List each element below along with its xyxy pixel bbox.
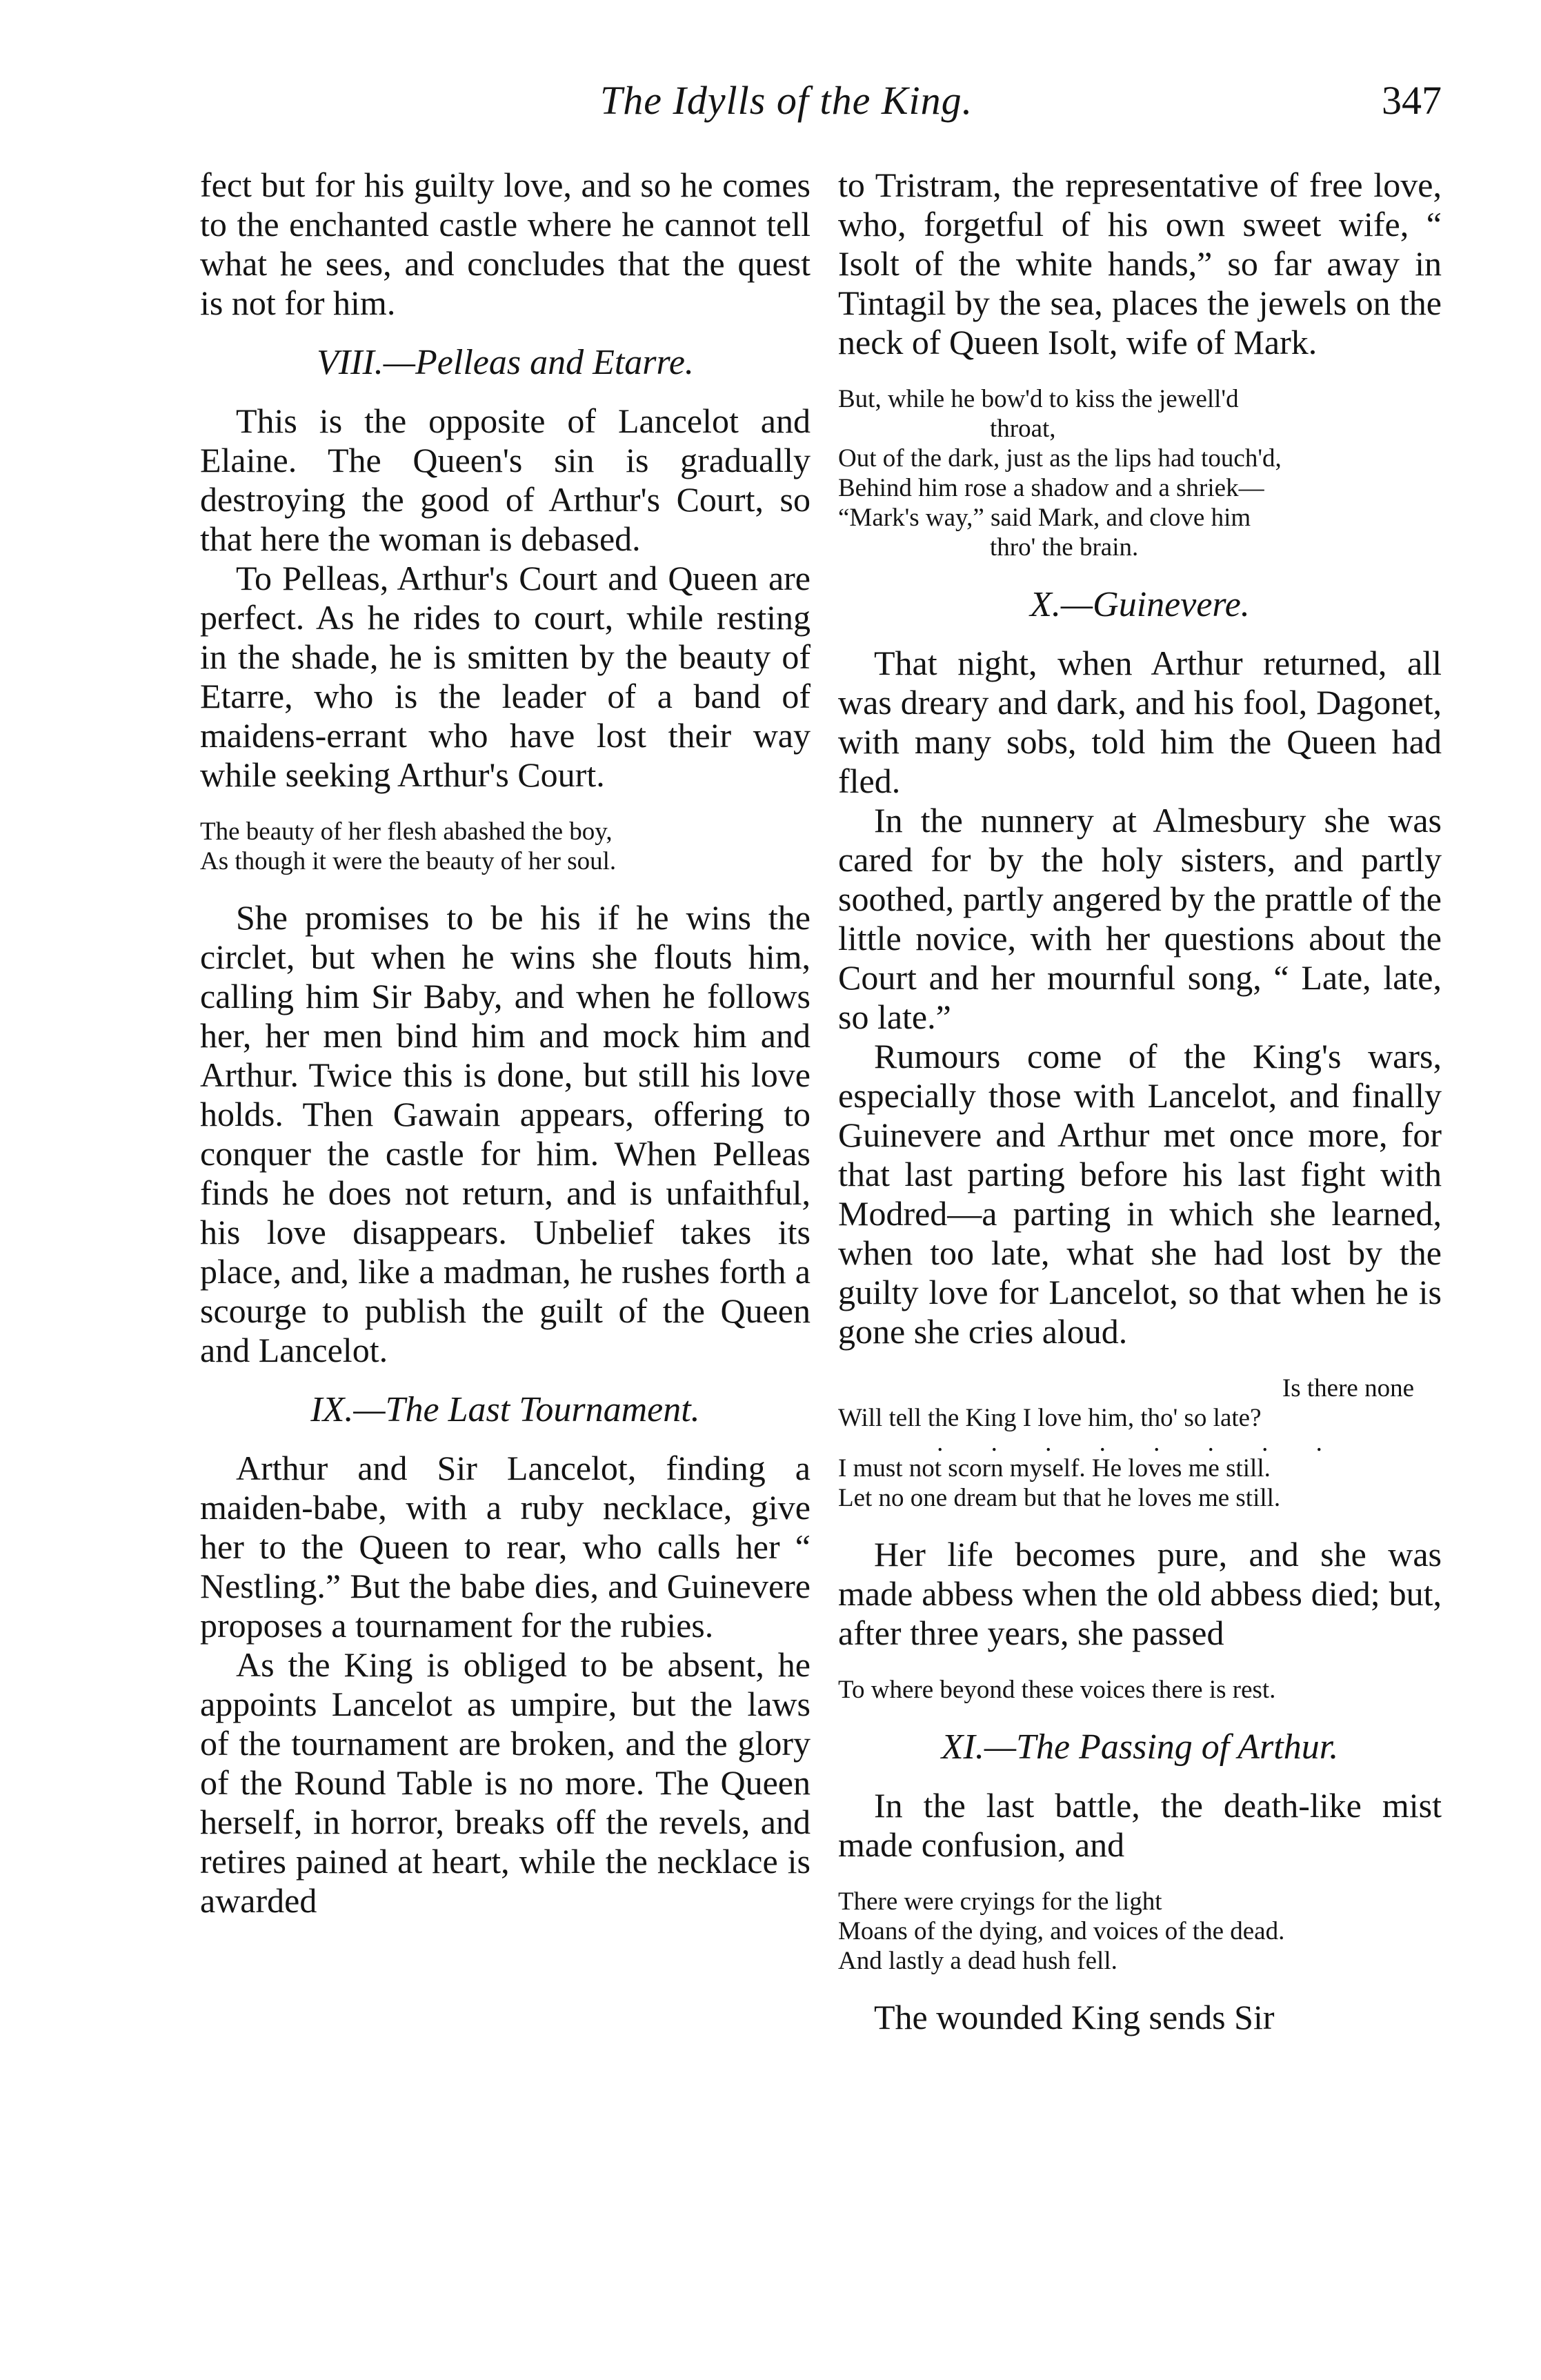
verse-line: Moans of the dying, and voices of the dead. [838,1917,1285,1945]
paragraph: This is the opposite of Lancelot and Elaine. The Queen's sin is gradually destroying the good of Arthur's Court, so that here the woman is debased. [200,401,811,558]
verse-line: Let no one dream but that he loves me still. [838,1484,1281,1512]
verse-quote [838,1675,1442,1705]
verse-line: There were cryings for the light [838,1887,1162,1916]
verse-quote [838,1887,1442,1976]
right-column [838,166,1442,2037]
verse-line: As though it were the beauty of her soul. [200,847,617,875]
paragraph: She promises to be his if he wins the circlet, but when he wins she flouts him, calling him Sir Baby, and when he follows her, her men bind him and mock him and Arthur. Twice this is done, but still his love holds. Then Gawain appears, offering to conquer the castle for him. When Pelleas finds he does not return, and is unfaithful, his love disappears. Unbelief takes its place, and, like a madman, he rushes forth a scourge to publish the guilt of the Queen and Lancelot. [200,898,811,1369]
verse-quote [838,1374,1442,1513]
section-heading-xi: XI.—The Passing of Arthur. [941,1727,1339,1767]
verse-quote [838,384,1442,562]
paragraph: As the King is obliged to be absent, he appoints Lancelot as umpire, but the laws of the tournament are broken, and the glory of the Round Table is no more. The Queen herself, in horror, breaks off the revels, and retires pained at heart, while the necklace is awarded [200,1645,811,1920]
verse-line: Will tell the King I love him, tho' so late? [838,1404,1262,1432]
verse-line: But, while he bow'd to kiss the jewell'd [838,385,1239,413]
verse-quote [200,817,811,876]
section-heading-x: X.—Guinevere. [1030,585,1250,624]
verse-line: throat, [990,415,1056,443]
section-heading-viii: VIII.—Pelleas and Etarre. [317,343,694,382]
paragraph: The wounded King sends Sir [874,1998,1275,2036]
verse-line: And lastly a dead hush fell. [838,1947,1117,1975]
paragraph: In the nunnery at Almesbury she was cared for by the holy sisters, and partly soothed, partly angered by the prattle of the little novice, with her questions about the Court and her mournful song, “ Late, late, so late.” [838,801,1442,1036]
paragraph: fect but for his guilty love, and so he comes to the enchanted castle where he cannot tell what he sees, and concludes that the quest is not for him. [200,166,811,322]
paragraph: to Tristram, the representative of free love, who, forgetful of his own sweet wife, “ Isolt of the white hands,” so far away in Tintagil by the sea, places the jewels on the neck of Queen Isolt, wife of Mark. [838,166,1442,361]
paragraph: In the last battle, the death-like mist made confusion, and [838,1786,1442,1864]
verse-line: I must not scorn myself. He loves me still. [838,1454,1271,1482]
verse-line: Behind him rose a shadow and a shriek— [838,474,1264,502]
paragraph: Arthur and Sir Lancelot, finding a maiden-babe, with a ruby necklace, give her to the Queen to rear, who calls her “ Nestling.” But the babe dies, and Guinevere proposes a tournament for the rubies. [200,1449,811,1645]
running-header [600,77,1442,139]
paragraph: That night, when Arthur returned, all was dreary and dark, and his fool, Dagonet, with many sobs, told him the Queen had fled. [838,644,1442,800]
section-heading-ix: IX.—The Last Tournament. [310,1390,700,1429]
verse-ellipsis: . . . . . . . . [937,1429,1343,1457]
verse-line: The beauty of her flesh abashed the boy, [200,817,613,846]
page-number: 347 [1382,78,1442,123]
verse-line: Is there none [1282,1374,1414,1402]
verse-line: Out of the dark, just as the lips had touch'd, [838,444,1282,473]
paragraph: To Pelleas, Arthur's Court and Queen are perfect. As he rides to court, while resting in the shade, he is smitten by the beauty of Etarre, who is the leader of a band of maidens-errant who have lost their way while seeking Arthur's Court. [200,559,811,794]
paragraph: Her life becomes pure, and she was made abbess when the old abbess died; but, after three years, she passed [838,1535,1442,1652]
left-column [200,166,811,1921]
verse-line: “Mark's way,” said Mark, and clove him [838,504,1251,532]
paragraph: Rumours come of the King's wars, especially those with Lancelot, and finally Guinevere and Arthur met once more, for that last parting before his last fight with Modred—a parting in which she learned, when too late, what she had lost by the guilty love for Lancelot, so that when he is gone she cries aloud. [838,1037,1442,1351]
verse-line: To where beyond these voices there is rest. [838,1676,1276,1704]
verse-line: thro' the brain. [990,533,1139,562]
running-title: The Idylls of the King. [600,78,973,123]
